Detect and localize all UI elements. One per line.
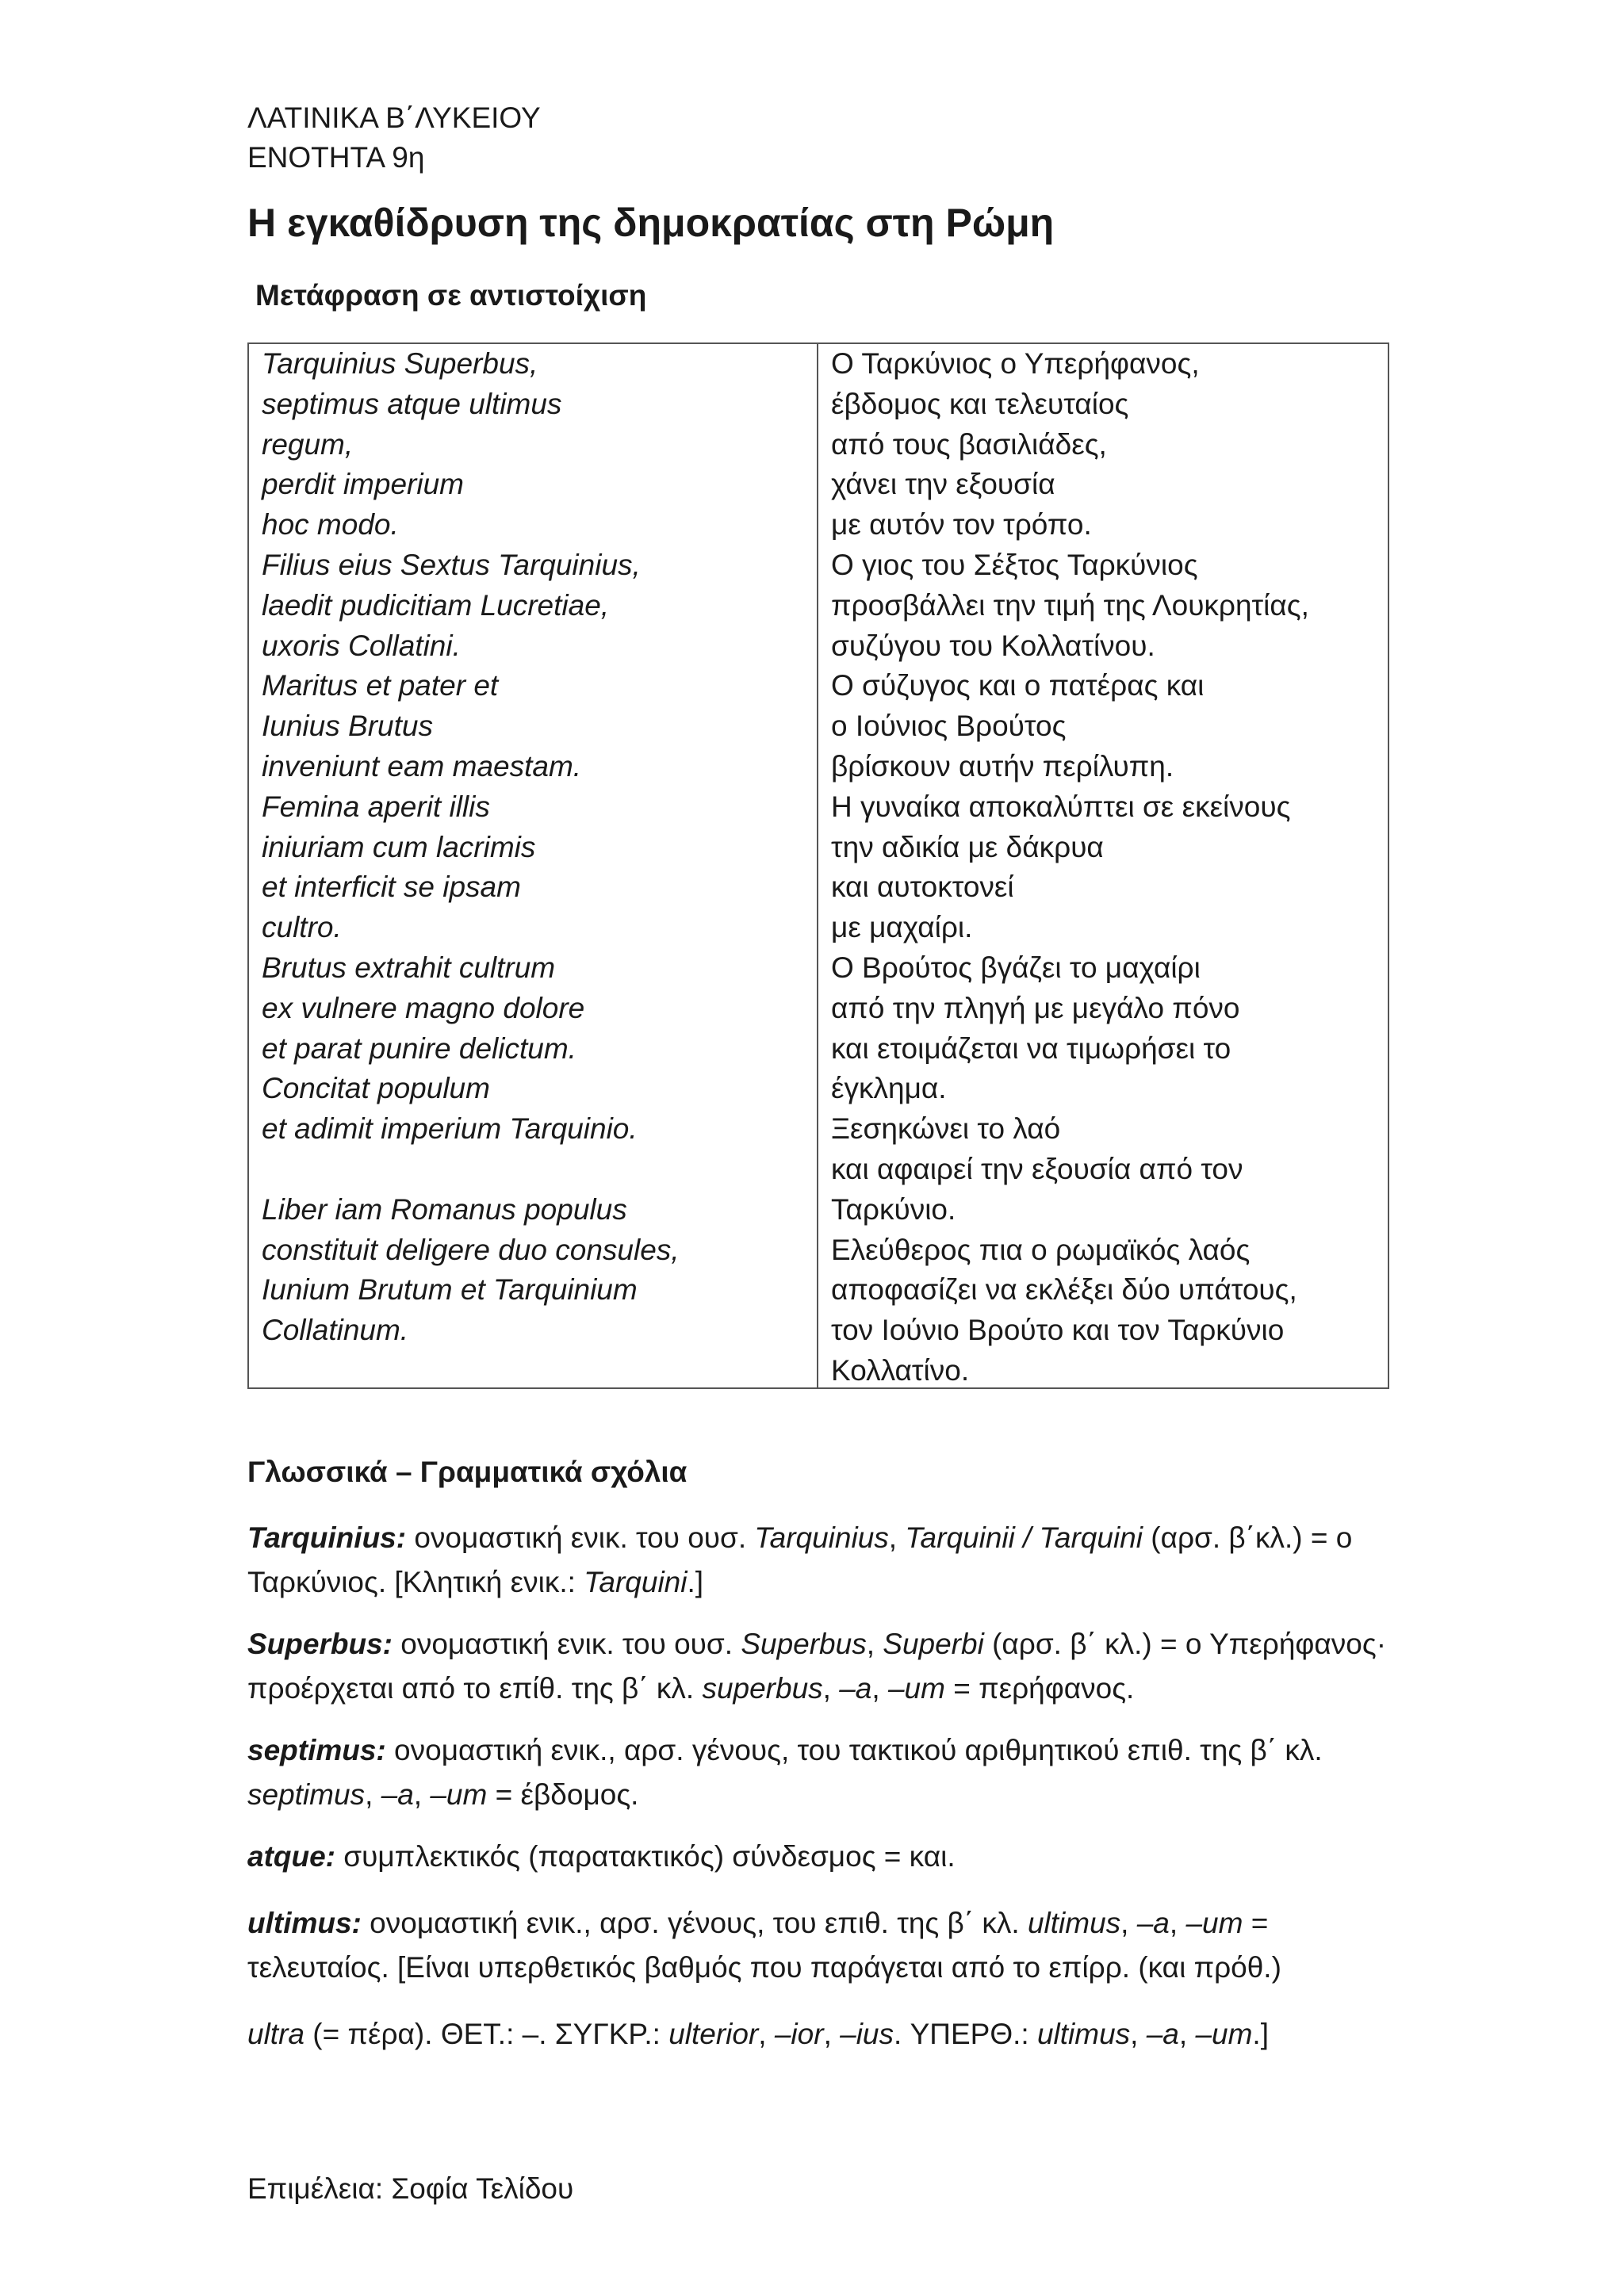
- latin-line: uxoris Collatini.: [262, 629, 461, 662]
- latin-line: Brutus extrahit cultrum: [262, 951, 556, 984]
- greek-line: Ο Βρούτος βγάζει το μαχαίρι: [831, 951, 1201, 984]
- greek-line: Ο σύζυγος και ο πατέρας και: [831, 669, 1205, 702]
- greek-line: από την πληγή με μεγάλο πόνο: [831, 991, 1240, 1024]
- greek-line: Ο Ταρκύνιος ο Υπερήφανος,: [831, 347, 1200, 380]
- latin-line: Concitat populum: [262, 1072, 490, 1105]
- latin-line: Femina aperit illis: [262, 790, 490, 823]
- latin-line: hoc modo.: [262, 508, 399, 541]
- note-atque: atque: συμπλεκτικός (παρατακτικός) σύνδεσμος = και.: [247, 1840, 956, 1873]
- translation-table: [247, 342, 1389, 1389]
- latin-line: cultro.: [262, 911, 342, 944]
- greek-line: με μαχαίρι.: [831, 911, 973, 944]
- latin-line: iniuriam cum lacrimis: [262, 830, 536, 863]
- note-ultimus: ultimus: ονομαστική ενικ., αρσ. γένους, του επιθ. της β΄ κλ. ultimus, –a, –um = τελευταίος. [Είναι υπερθετικός βαθμός που παράγεται από το επίρρ. (και πρόθ.): [247, 1907, 1281, 1984]
- latin-line: Iunium Brutum et Tarquinium: [262, 1273, 638, 1307]
- greek-line: ο Ιούνιος Βρούτος: [831, 710, 1067, 743]
- latin-line: et parat punire delictum.: [262, 1031, 576, 1065]
- greek-column: [818, 344, 1388, 1387]
- greek-line: Κολλατίνο.: [831, 1353, 970, 1387]
- latin-line: Collatinum.: [262, 1314, 409, 1347]
- latin-line: perdit imperium: [262, 468, 464, 501]
- latin-line: et interficit se ipsam: [262, 871, 521, 904]
- section-subtitle: Μετάφραση σε αντιστοίχιση: [255, 279, 647, 312]
- greek-line: και αυτοκτονεί: [831, 871, 1014, 904]
- greek-line: Ο γιος του Σέξτος Ταρκύνιος: [831, 548, 1198, 581]
- greek-line: Ελεύθερος πια ο ρωμαϊκός λαός: [831, 1233, 1251, 1266]
- greek-line: από τους βασιλιάδες,: [831, 427, 1107, 461]
- greek-line: προσβάλλει την τιμή της Λουκρητίας,: [831, 588, 1309, 622]
- latin-line: Maritus et pater et: [262, 669, 499, 702]
- note-septimus: septimus: ονομαστική ενικ., αρσ. γένους, του τακτικού αριθμητικού επιθ. της β΄ κλ. septimus, –a, –um = έβδομος.: [247, 1734, 1323, 1811]
- latin-line: septimus atque ultimus: [262, 387, 562, 420]
- latin-line: Iunius Brutus: [262, 710, 433, 743]
- latin-line: [262, 1150, 804, 1190]
- greek-line: και ετοιμάζεται να τιμωρήσει το: [831, 1031, 1231, 1065]
- note-superbus: Superbus: ονομαστική ενικ. του ουσ. Superbus, Superbi (αρσ. β΄ κλ.) = ο Υπερήφανος· προέρχεται από το επίθ. της β΄ κλ. superbus, –a, –um = περήφανος.: [247, 1628, 1387, 1705]
- latin-line: constituit deligere duo consules,: [262, 1233, 680, 1266]
- greek-line: την αδικία με δάκρυα: [831, 830, 1104, 863]
- greek-line: και αφαιρεί την εξουσία από τον: [831, 1152, 1243, 1185]
- latin-line: ex vulnere magno dolore: [262, 991, 585, 1024]
- greek-line: αποφασίζει να εκλέξει δύο υπάτους,: [831, 1273, 1297, 1307]
- footer-credit: Επιμέλεια: Σοφία Τελίδου: [247, 2172, 574, 2205]
- note-tarquinius: Tarquinius: ονομαστική ενικ. του ουσ. Tarquinius, Tarquinii / Tarquini (αρσ. β΄κλ.) = ο Ταρκύνιος. [Κλητική ενικ.: Tarquini.]: [247, 1521, 1353, 1598]
- greek-line: Ξεσηκώνει το λαό: [831, 1112, 1061, 1146]
- latin-line: Liber iam Romanus populus: [262, 1192, 627, 1226]
- unit-title: ΕΝΟΤΗΤΑ 9η: [247, 141, 425, 174]
- greek-line: βρίσκουν αυτήν περίλυπη.: [831, 749, 1174, 783]
- latin-line: Tarquinius Superbus,: [262, 347, 538, 380]
- greek-line: με αυτόν τον τρόπο.: [831, 508, 1092, 541]
- page-title: Η εγκαθίδρυση της δημοκρατίας στη Ρώμη: [247, 201, 1055, 245]
- greek-line: συζύγου του Κολλατίνου.: [831, 629, 1155, 662]
- note-ultra: ultra (= πέρα). ΘΕΤ.: –. ΣΥΓΚΡ.: ulterior, –ior, –ius. ΥΠΕΡΘ.: ultimus, –a, –um.]: [247, 2018, 1269, 2050]
- greek-line: Η γυναίκα αποκαλύπτει σε εκείνους: [831, 790, 1291, 823]
- latin-line: regum,: [262, 427, 354, 461]
- notes-heading: Γλωσσικά – Γραμματικά σχόλια: [247, 1456, 688, 1488]
- greek-line: έβδομος και τελευταίος: [831, 387, 1129, 420]
- greek-line: χάνει την εξουσία: [831, 468, 1055, 501]
- latin-line: Filius eius Sextus Tarquinius,: [262, 548, 641, 581]
- latin-column: [249, 344, 818, 1387]
- greek-line: έγκλημα.: [831, 1072, 947, 1105]
- latin-line: et adimit imperium Tarquinio.: [262, 1112, 638, 1146]
- greek-line: τον Ιούνιο Βρούτο και τον Ταρκύνιο: [831, 1314, 1285, 1347]
- course-title: ΛΑΤΙΝΙΚΑ Β΄ΛΥΚΕΙΟΥ: [247, 101, 541, 134]
- greek-line: Ταρκύνιο.: [831, 1192, 956, 1226]
- latin-line: laedit pudicitiam Lucretiae,: [262, 588, 610, 622]
- latin-line: inveniunt eam maestam.: [262, 749, 582, 783]
